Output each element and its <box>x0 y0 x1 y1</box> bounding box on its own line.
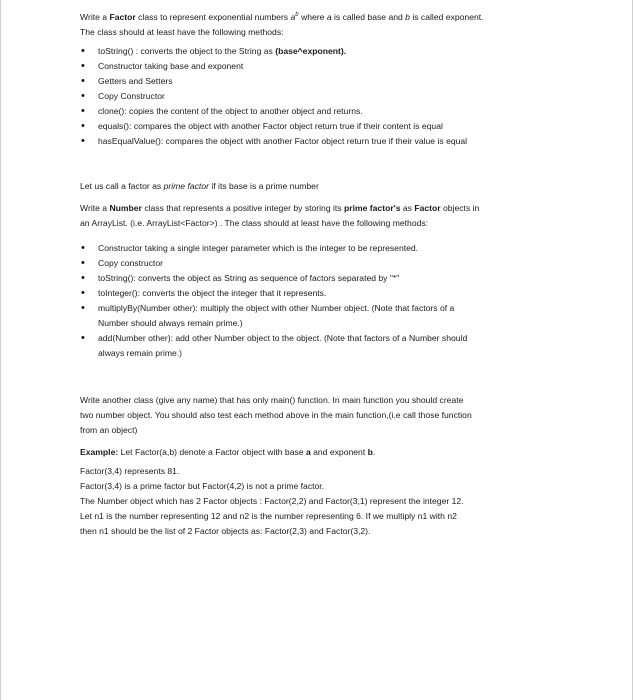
factor-intro-line2: The class should at least have the following methods: <box>80 27 284 37</box>
factor-methods-list <box>80 44 564 149</box>
list-item: • equals(): compares the object with another Factor object return true if their content is equal <box>80 119 564 134</box>
list-item: • Copy constructor <box>80 256 564 271</box>
exponent-symbol: b <box>295 12 299 19</box>
list-item: • toString(): converts the object as String as sequence of factors separated by "*" <box>80 271 564 286</box>
main-class-instructions: Write another class (give any name) that has only main() function. In main function you should create two number object. You should also test each method above in the main function,(i.e call those function from an object) <box>80 395 472 435</box>
number-intro: Write a Number class that represents a positive integer by storing its prime factor's as Factor objects in <box>80 203 480 213</box>
list-item: • toString() : converts the object to the String as (base^exponent). <box>80 44 564 59</box>
factor-keyword: Factor <box>109 12 136 22</box>
list-item: • add(Number other): add other Number object to the object. (Note that factors of a Number should always remain prime.) <box>80 331 564 361</box>
list-item: • Constructor taking base and exponent <box>80 59 564 74</box>
number-methods-list <box>80 241 564 361</box>
list-item: • clone(): copies the content of the object to another object and returns. <box>80 104 564 119</box>
example-body: Factor(3,4) represents 81. Factor(3,4) is a prime factor but Factor(4,2) is not a prime factor. The Number object which has 2 Factor objects : Factor(2,2) and Factor(3,1) represent the integer 12. Let n1 is the number representing 12 and n2 is the number representing 6. If we multiply n1 with n2 then n1 should be the list of 2 Factor objects as: Factor(2,3) and Factor(3,2). <box>80 466 464 536</box>
number-intro-line2: an ArrayList. (i.e. ArrayList<Factor>) . The class should at least have the following methods: <box>80 218 429 228</box>
list-item: • multiplyBy(Number other): multiply the object with other Number object. (Note that factors of a Number should always remain prime.) <box>80 301 564 331</box>
list-item: • Constructor taking a single integer parameter which is the integer to be represented. <box>80 241 564 256</box>
factor-intro: Write a Factor class to represent exponential numbers $a^b$ where a is called base and b is called exponent. <box>80 12 484 22</box>
example-heading: Example: Let Factor(a,b) denote a Factor object with base a and exponent b. <box>80 447 376 457</box>
prime-factor-definition: Let us call a factor as prime factor if its base is a prime number <box>80 181 319 191</box>
document-content <box>80 10 564 539</box>
list-item: • Getters and Setters <box>80 74 564 89</box>
list-item: • hasEqualValue(): compares the object with another Factor object return true if their value is equal <box>80 134 564 149</box>
base-symbol: a <box>290 12 296 22</box>
list-item: • Copy Constructor <box>80 89 564 104</box>
list-item: • toInteger(): converts the object the integer that it represents. <box>80 286 564 301</box>
